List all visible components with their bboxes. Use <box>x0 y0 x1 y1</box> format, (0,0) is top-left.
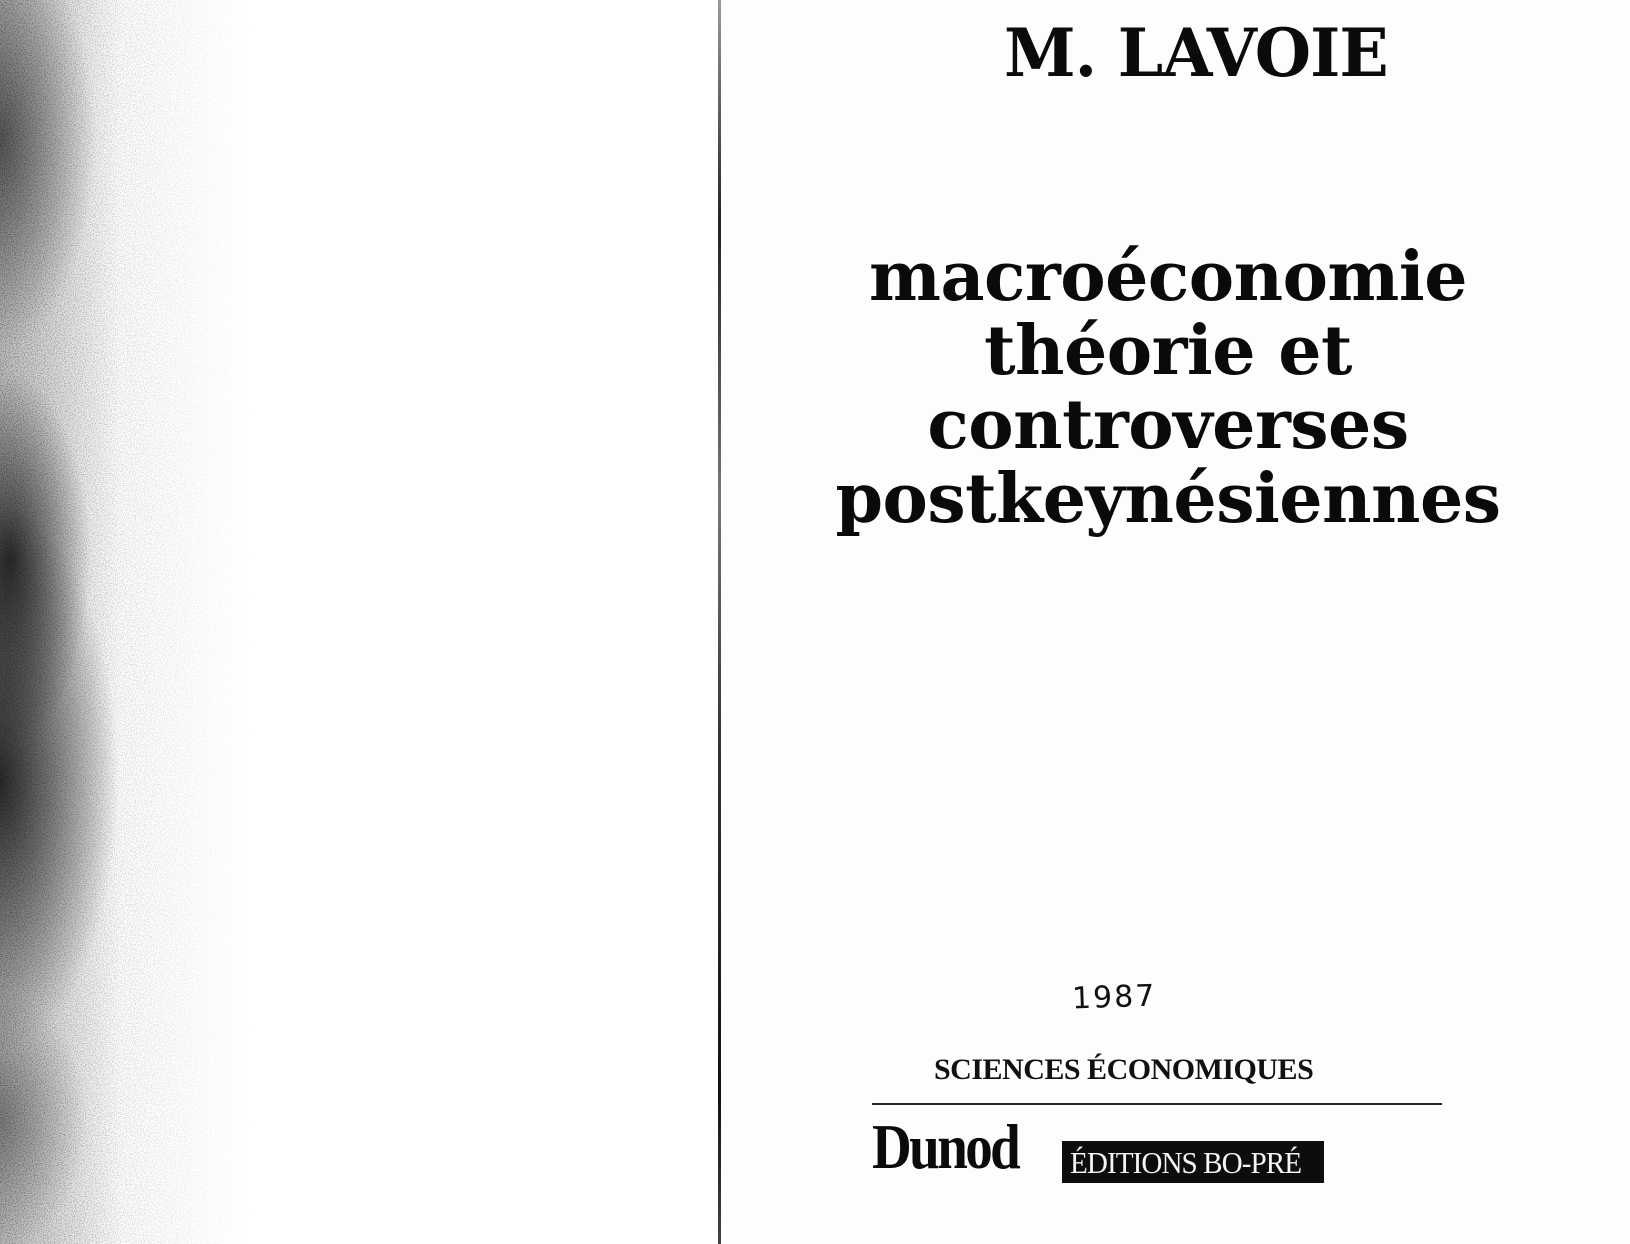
left-page-blank <box>0 0 718 1244</box>
title-line-1: macroéconomie <box>869 237 1467 317</box>
title-page <box>722 0 1630 1244</box>
divider-line <box>872 1103 1442 1105</box>
coeditor-name: ÉDITIONS BO-PRÉ <box>1070 1144 1302 1180</box>
title-line-3: controverses <box>927 385 1409 465</box>
title-line-4: postkeynésiennes <box>835 459 1501 539</box>
book-title <box>758 237 1578 539</box>
coeditor-badge <box>1062 1141 1324 1183</box>
title-line-2: théorie et <box>984 311 1352 391</box>
series-label: SCIENCES ÉCONOMIQUES <box>934 1053 1314 1086</box>
scan-noise <box>0 0 718 1244</box>
page-gutter <box>718 0 721 1244</box>
publisher-name: Dunod <box>872 1111 1019 1182</box>
handwritten-year: 1987 <box>1071 978 1157 1017</box>
author-name: M. LAVOIE <box>1004 14 1388 92</box>
